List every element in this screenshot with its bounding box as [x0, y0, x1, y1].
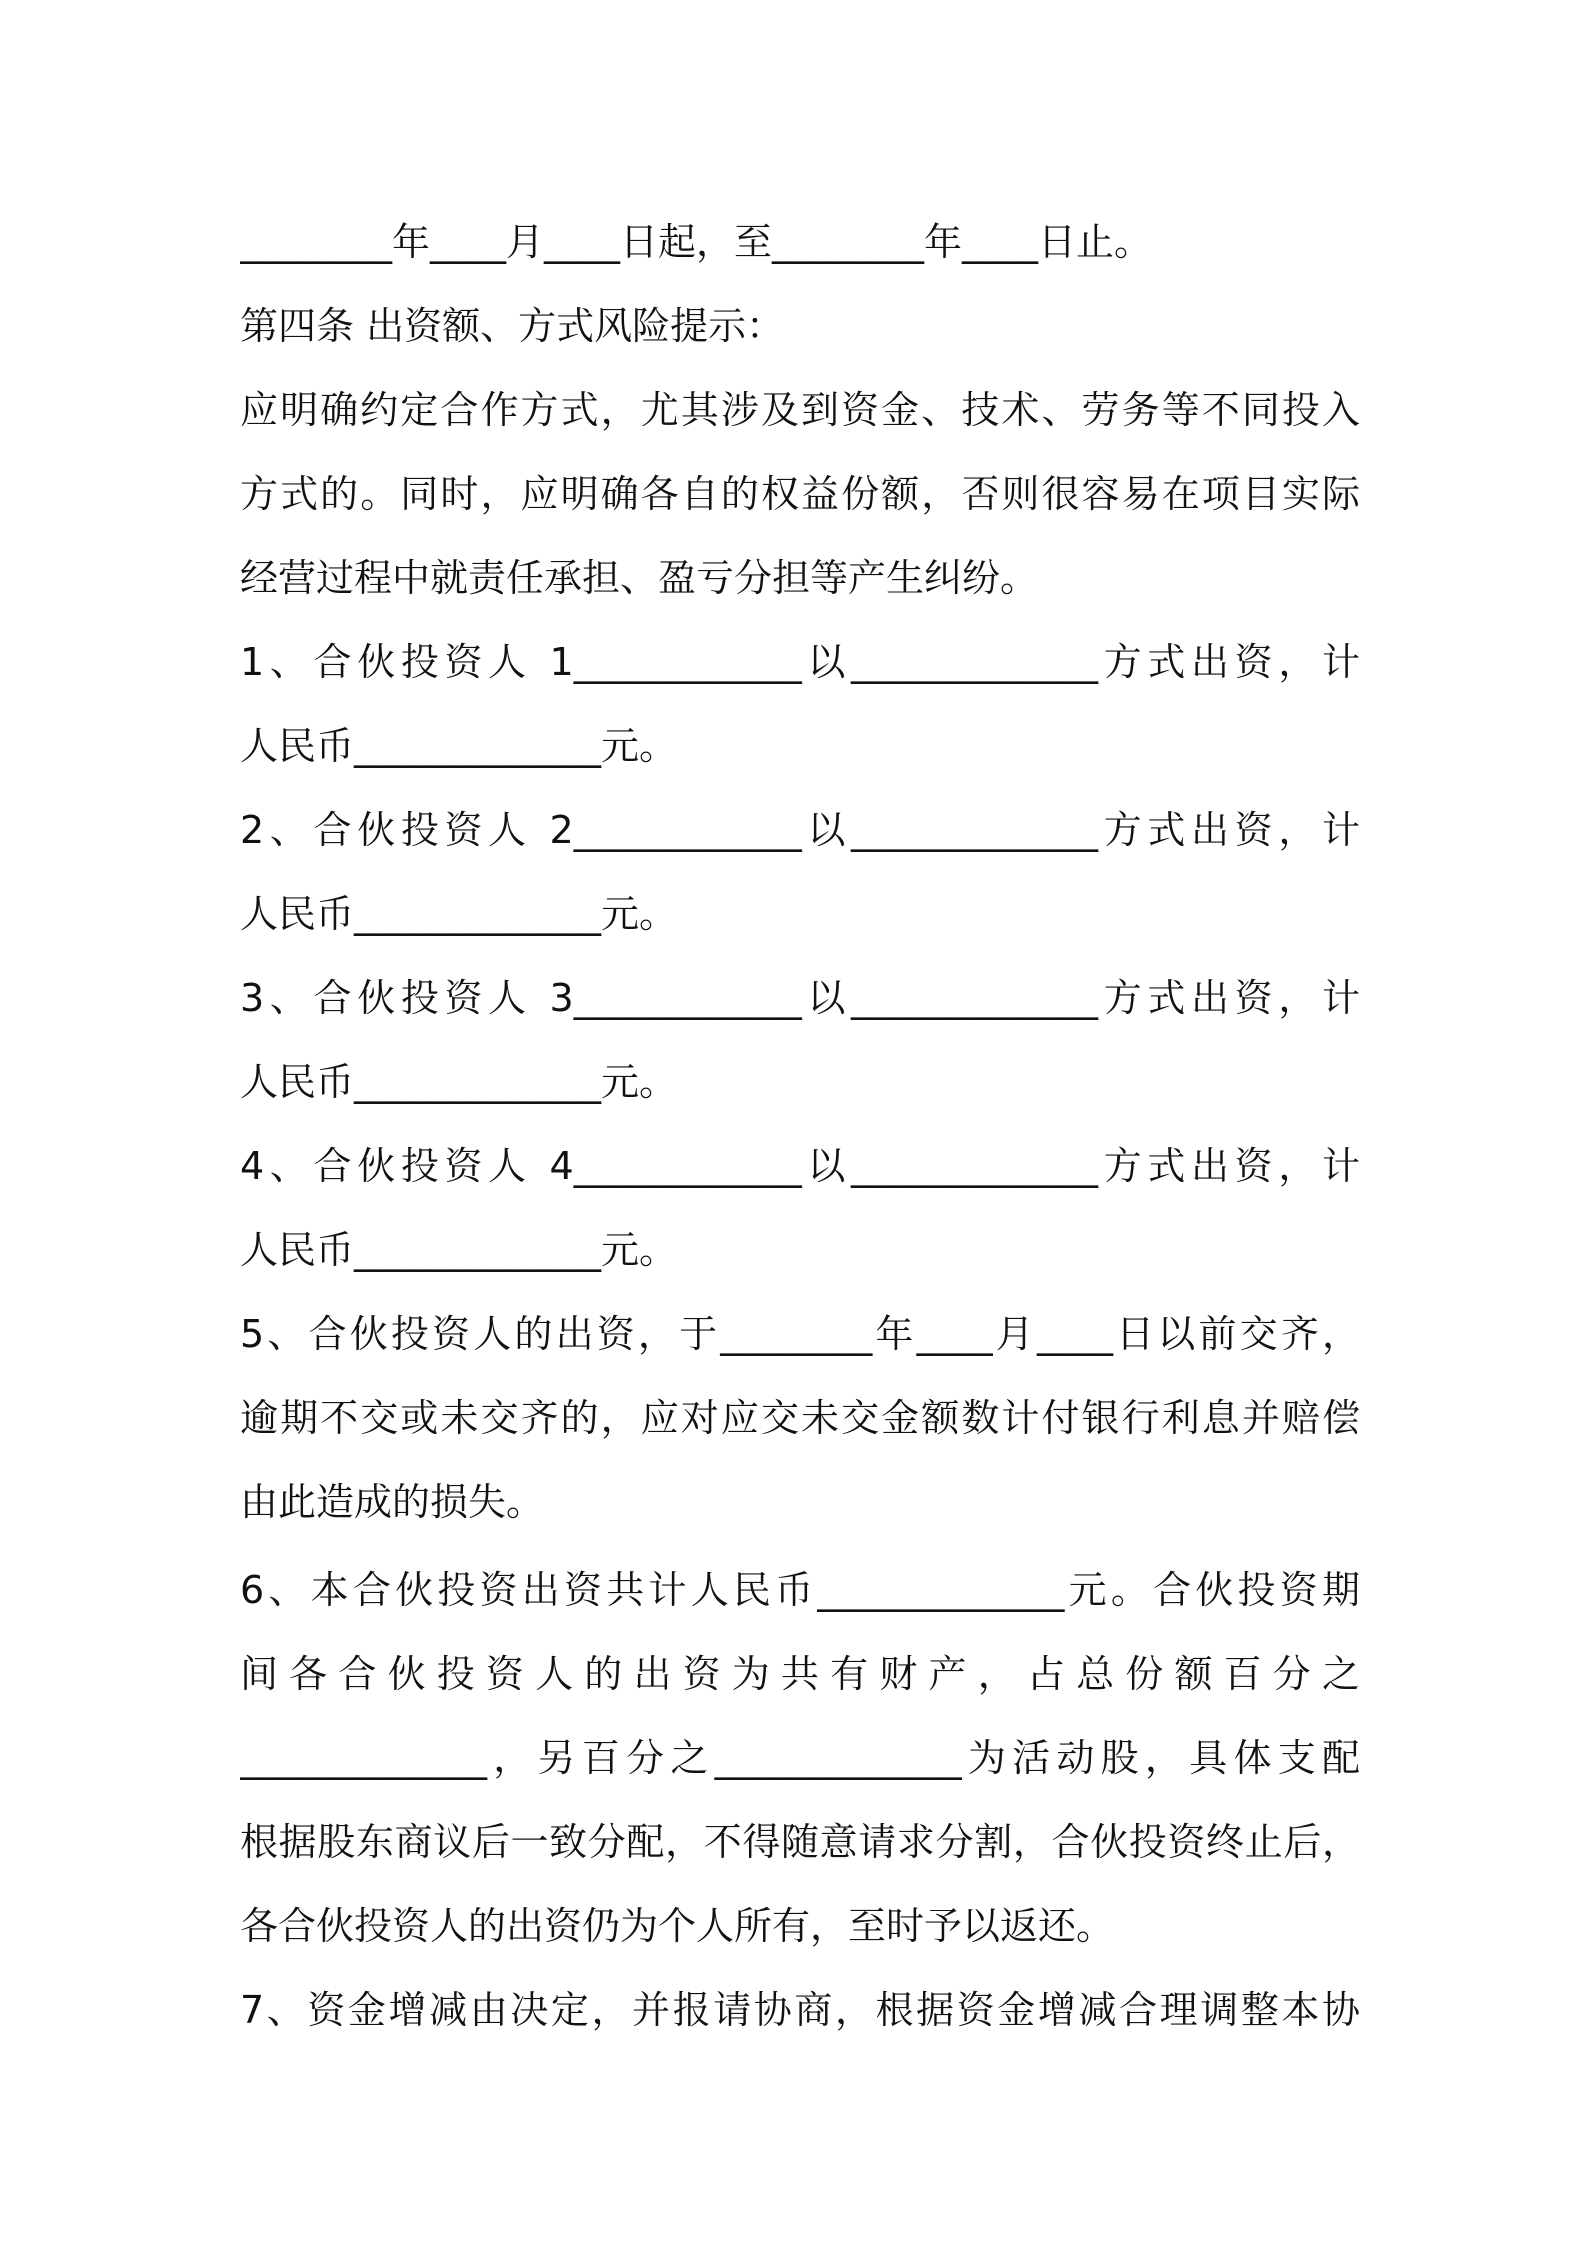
investor-2-line: 2、合伙投资人 2____________以_____________方式出资，计: [240, 808, 1360, 852]
clause-6-line-4: 根据股东商议后一致分配，不得随意请求分割，合伙投资终止后，: [240, 1820, 1360, 1864]
investor-3-line: 3、合伙投资人 3____________以_____________方式出资，计: [240, 976, 1360, 1020]
term-period-line: ________年____月____日起，至________年____日止。: [240, 220, 1153, 264]
risk-note-line-3: 经营过程中就责任承担、盈亏分担等产生纠纷。: [240, 556, 1039, 600]
clause-5-line-3: 由此造成的损失。: [240, 1480, 545, 1524]
clause-5-line-1: 5、合伙投资人的出资，于________年____月____日以前交齐，: [240, 1312, 1360, 1356]
clause-6-line-3: _____________，另百分之_____________为活动股，具体支配: [240, 1736, 1360, 1780]
investor-4-line: 4、合伙投资人 4____________以_____________方式出资，计: [240, 1144, 1360, 1188]
clause-7-line-1: 7、资金增减由决定，并报请协商，根据资金增减合理调整本协: [240, 1988, 1360, 2032]
clause-5-line-2: 逾期不交或未交齐的，应对应交未交金额数计付银行利息并赔偿: [240, 1396, 1360, 1440]
article-4-heading: 第四条 出资额、方式风险提示：: [240, 304, 785, 348]
clause-6-line-2: 间各合伙投资人的出资为共有财产，占总份额百分之: [240, 1652, 1360, 1696]
investor-4-amount-line: 人民币_____________元。: [240, 1228, 678, 1272]
investor-1-line: 1、合伙投资人 1____________以_____________方式出资，计: [240, 640, 1360, 684]
investor-2-amount-line: 人民币_____________元。: [240, 892, 678, 936]
risk-note-line-1: 应明确约定合作方式，尤其涉及到资金、技术、劳务等不同投入: [240, 388, 1360, 432]
clause-6-line-1: 6、本合伙投资出资共计人民币_____________元。合伙投资期: [240, 1568, 1360, 1612]
document-page: [240, 200, 1360, 2052]
risk-note-line-2: 方式的。同时，应明确各自的权益份额，否则很容易在项目实际: [240, 472, 1360, 516]
investor-3-amount-line: 人民币_____________元。: [240, 1060, 678, 1104]
investor-1-amount-line: 人民币_____________元。: [240, 724, 678, 768]
clause-6-line-5: 各合伙投资人的出资仍为个人所有，至时予以返还。: [240, 1904, 1115, 1948]
